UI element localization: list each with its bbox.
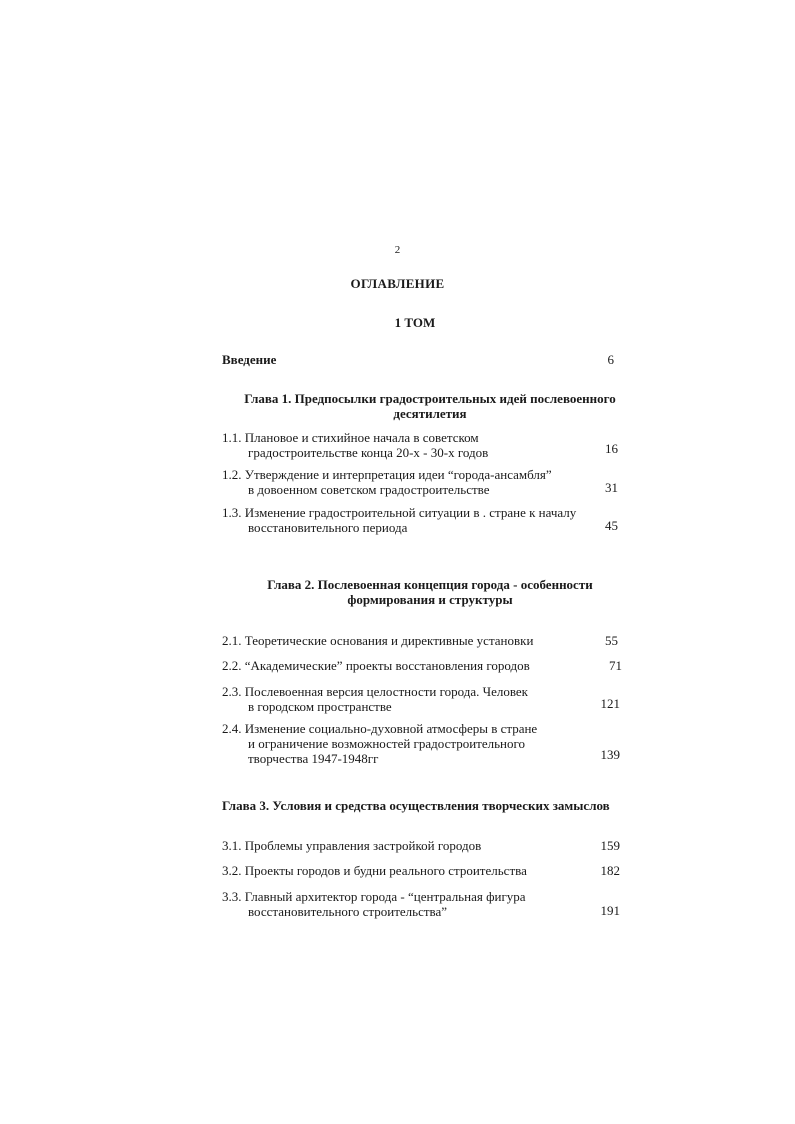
section-3-3-line2: восстановительного строительства”: [248, 904, 448, 919]
section-2-4: [222, 721, 537, 766]
section-3-3-line1: 3.3. Главный архитектор города - “центральная фигура: [222, 889, 526, 904]
section-1-2: [222, 467, 552, 497]
section-2-3: [222, 684, 528, 714]
section-2-4-line3: творчества 1947-1948гг: [248, 751, 379, 766]
page-number: 2: [394, 244, 401, 256]
chapter-3-title: Глава 3. Условия и средства осуществления творческих замыслов: [222, 798, 610, 813]
toc-title: ОГЛАВЛЕНИЕ: [350, 276, 445, 291]
section-3-3: [222, 889, 526, 919]
section-2-2-page: 71: [609, 658, 622, 673]
section-2-4-line1: 2.4. Изменение социально-духовной атмосферы в стране: [222, 721, 538, 736]
section-3-1-page: 159: [600, 838, 620, 853]
section-1-1-line1: 1.1. Плановое и стихийное начала в советском: [222, 430, 479, 445]
section-1-3-line2: восстановительного периода: [248, 520, 408, 535]
section-2-1-page: 55: [605, 633, 618, 648]
section-2-1-line1: 2.1. Теоретические основания и директивные установки: [222, 633, 534, 648]
section-1-1: [222, 430, 488, 460]
section-1-1-page: 16: [605, 441, 618, 456]
section-2-3-page: 121: [600, 696, 620, 711]
section-1-3-line1: 1.3. Изменение градостроительной ситуации в . стране к началу: [222, 505, 577, 520]
section-1-3-page: 45: [605, 518, 618, 533]
chapter-2-title: Глава 2. Послевоенная концепция города - особенности формирования и структуры: [267, 577, 593, 607]
chapter-1-title: Глава 1. Предпосылки градостроительных идей послевоенного десятилетия: [244, 391, 616, 421]
intro-entry-label: Введение: [222, 352, 277, 367]
section-3-3-page: 191: [600, 903, 620, 918]
section-2-4-page: 139: [600, 747, 620, 762]
section-3-2-line1: 3.2. Проекты городов и будни реального строительства: [222, 863, 527, 878]
section-2-2-line1: 2.2. “Академические” проекты восстановления городов: [222, 658, 530, 673]
section-1-1-line2: градостроительстве конца 20-х - 30-х годов: [248, 445, 489, 460]
section-2-3-line1: 2.3. Послевоенная версия целостности города. Человек: [222, 684, 528, 699]
section-2-2: [222, 658, 530, 673]
section-1-2-page: 31: [605, 480, 618, 495]
section-2-1: [222, 633, 533, 648]
section-1-3: [222, 505, 576, 535]
section-1-2-line1: 1.2. Утверждение и интерпретация идеи “города-ансамбля”: [222, 467, 552, 482]
section-2-4-line2: и ограничение возможностей градостроительного: [248, 736, 525, 751]
section-3-1: [222, 838, 481, 853]
section-3-2: [222, 863, 527, 878]
section-1-2-line2: в довоенном советском градостроительстве: [248, 482, 490, 497]
volume-heading: 1 ТОМ: [394, 315, 436, 330]
intro-entry-page: 6: [607, 352, 614, 367]
section-2-3-line2: в городском пространстве: [248, 699, 392, 714]
section-3-1-line1: 3.1. Проблемы управления застройкой городов: [222, 838, 482, 853]
section-3-2-page: 182: [600, 863, 620, 878]
